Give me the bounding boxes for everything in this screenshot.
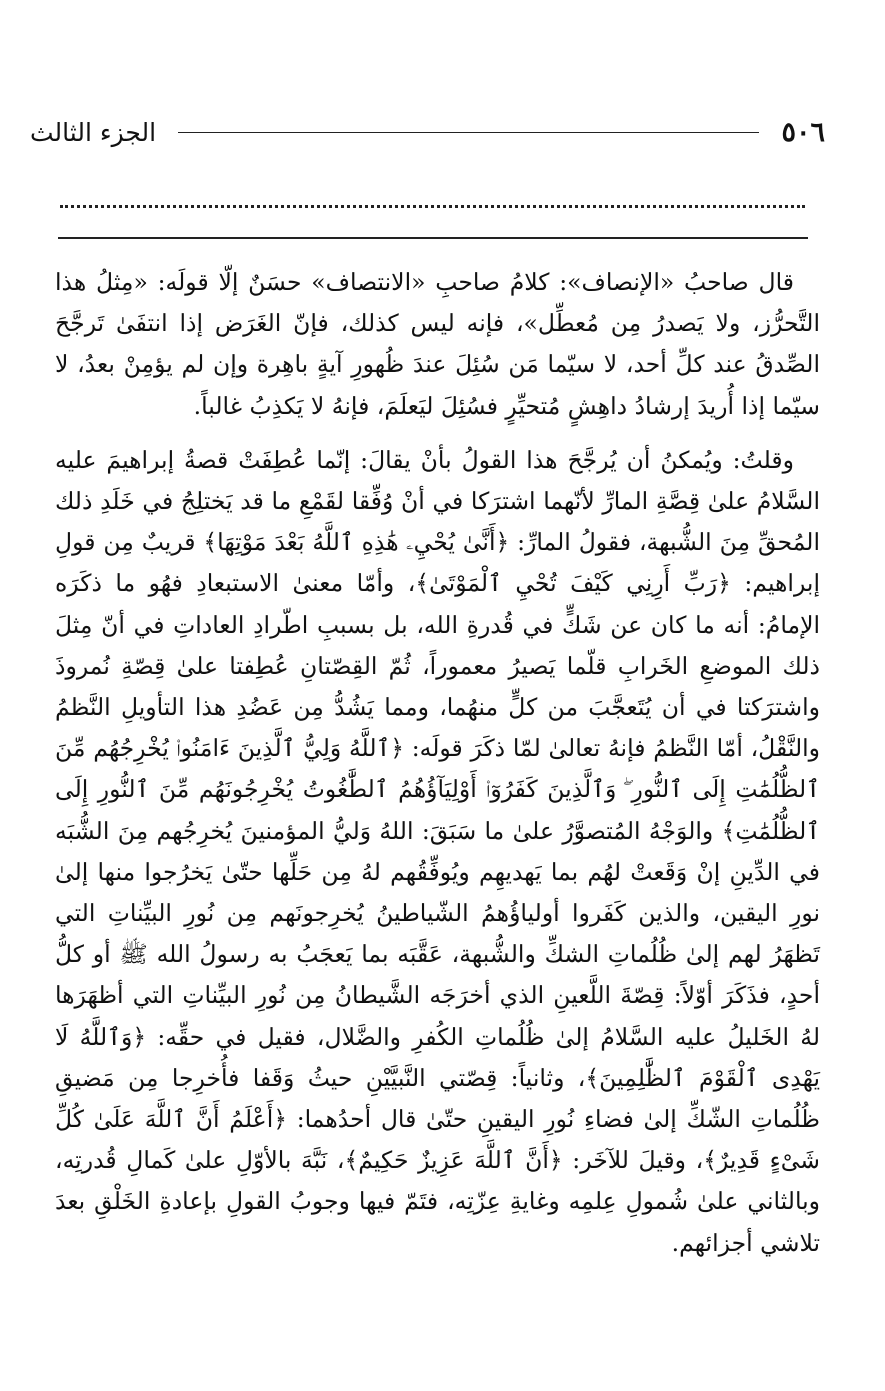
paragraph-2: وقلتُ: ويُمكنُ أن يُرجَّحَ هذا القولُ بأنْ يقالَ: إنّما عُطِفَتْ قصةُ إبراهيمَ عليه السَّلامُ علىٰ قِصَّةِ المارِّ لأنّهما اشترَكا في أنْ وُفِّقا لقَمْعِ ما قد يَختلِجُ في خَلَدِ ذلك المُحقِّ مِنَ الشُّبهة، فقولُ المارِّ: ﴿أَنَّىٰ يُحْيِۦ هَٰذِهِ ٱللَّهُ بَعْدَ مَوْتِهَا﴾ قريبٌ مِن قولِ إبراهيم: ﴿رَبِّ أَرِنِي كَيْفَ تُحْيِ ٱلْمَوْتَىٰ﴾، وأمّا معنىٰ الاستبعادِ فهُو ما ذكَرَه الإمامُ: أنه ما كان عن شَكٍّ في قُدرةِ الله، بل بسببِ اطّرادِ العاداتِ في أنّ مِثلَ ذلك الموضعِ الخَرابِ قلّما يَصيرُ معموراً، ثُمّ القِصّتانِ عُطِفتا علىٰ قِصّةِ نُمروذَ واشترَكتا في أن يُتَعجَّبَ من كلٍّ منهُما، ومما يَشُدُّ مِن عَضُدِ هذا التأويلِ النَّظمُ والنَّقْلُ، أمّا النَّظمُ فإنهُ تعالىٰ لمّا ذكَرَ قولَه: ﴿ٱللَّهُ وَلِيُّ ٱلَّذِينَ ءَامَنُوا۟ يُخْرِجُهُم مِّنَ ٱلظُّلُمَٰتِ إِلَى ٱلنُّورِ ۖ وَٱلَّذِينَ كَفَرُوٓا۟ أَوْلِيَآؤُهُمُ ٱلطَّٰغُوتُ يُخْرِجُونَهُم مِّنَ ٱلنُّورِ إِلَى ٱلظُّلُمَٰتِ﴾ والوَجْهُ المُتصوَّرُ علىٰ ما سَبَقَ: اللهُ وَليُّ المؤمنينَ يُخرِجُهم مِنَ الشُّبَه في الدِّينِ إنْ وَقَعتْ لهُم بما يَهديهِم ويُوفِّقُهم لهُ مِن حَلِّها حتّىٰ يَخرُجوا منها إلىٰ نورِ اليقين، والذين كَفَروا أولياؤُهمُ الشّياطينُ يُخرِجونَهم مِن نُورِ البيِّناتِ التي تَظهَرُ لهم إلىٰ ظُلُماتِ الشكِّ والشُّبهة، عَقَّبَه بما يَعجَبُ به رسولُ الله ﷺ أو كلُّ أحدٍ، فذَكَرَ أوّلاً: قِصّةَ اللَّعينِ الذي أخرَجَه الشَّيطانُ مِن نُورِ البيِّناتِ التي أظهَرَها لهُ الخَليلُ عليه السَّلامُ إلىٰ ظُلُماتِ الكُفرِ والضَّلال، فقيل في حقِّه: ﴿وَٱللَّهُ لَا يَهْدِى ٱلْقَوْمَ ٱلظَّٰلِمِينَ﴾، وثانياً: قِصّتي النَّبيَّيْنِ حيثُ وَقَفا فأُخرِجا مِن مَضيقِ ظُلُماتِ الشّكِّ إلىٰ فضاءِ نُورِ اليقينِ حتّىٰ قال أحدُهما: ﴿أَعْلَمُ أَنَّ ٱللَّهَ عَلَىٰ كُلِّ شَىْءٍ قَدِيرٌ﴾، وقيلَ للآخَر: ﴿أَنَّ ٱللَّهَ عَزِيزٌ حَكِيمٌ﴾، نَبَّهَ بالأوّلِ علىٰ كَمالِ قُدرتِه، وبالثاني علىٰ شُمولِ عِلمِه وغايةِ عِزّتِه، فتَمّ فيها وجوبُ القولِ بإعادةِ الخَلْقِ بعدَ تلاشي أجزائهم. (55, 445, 820, 1257)
header-rule (178, 132, 759, 133)
main-text (55, 262, 820, 1264)
page-number: ٥٠٦ (781, 116, 825, 148)
dotted-separator (60, 205, 805, 208)
running-header (30, 112, 825, 152)
paragraph-1: قال صاحبُ «الإنصاف»: كلامُ صاحبِ «الانتصاف» حسَنٌ إلّا قولَه: «مِثلُ هذا التَّحرُّز، ولا يَصدرُ مِن مُعطِّل»، فإنه ليس كذلك، فإنّ الغَرَض إذا انتفَىٰ تَرجَّحَ الصِّدقُ عند كلِّ أحد، لا سيّما مَن سُئِلَ عندَ ظُهورِ آيةٍ باهِرة وإن لم يؤمِنْ بعدُ، لا سيّما إذا أُريدَ إرشادُ داهِشٍ مُتحيِّرٍ فسُئِلَ ليَعلَمَ، فإنهُ لا يَكذِبُ غالباً. (55, 268, 820, 420)
volume-title: الجزء الثالث (30, 117, 157, 147)
text-separator-rule (58, 237, 808, 239)
